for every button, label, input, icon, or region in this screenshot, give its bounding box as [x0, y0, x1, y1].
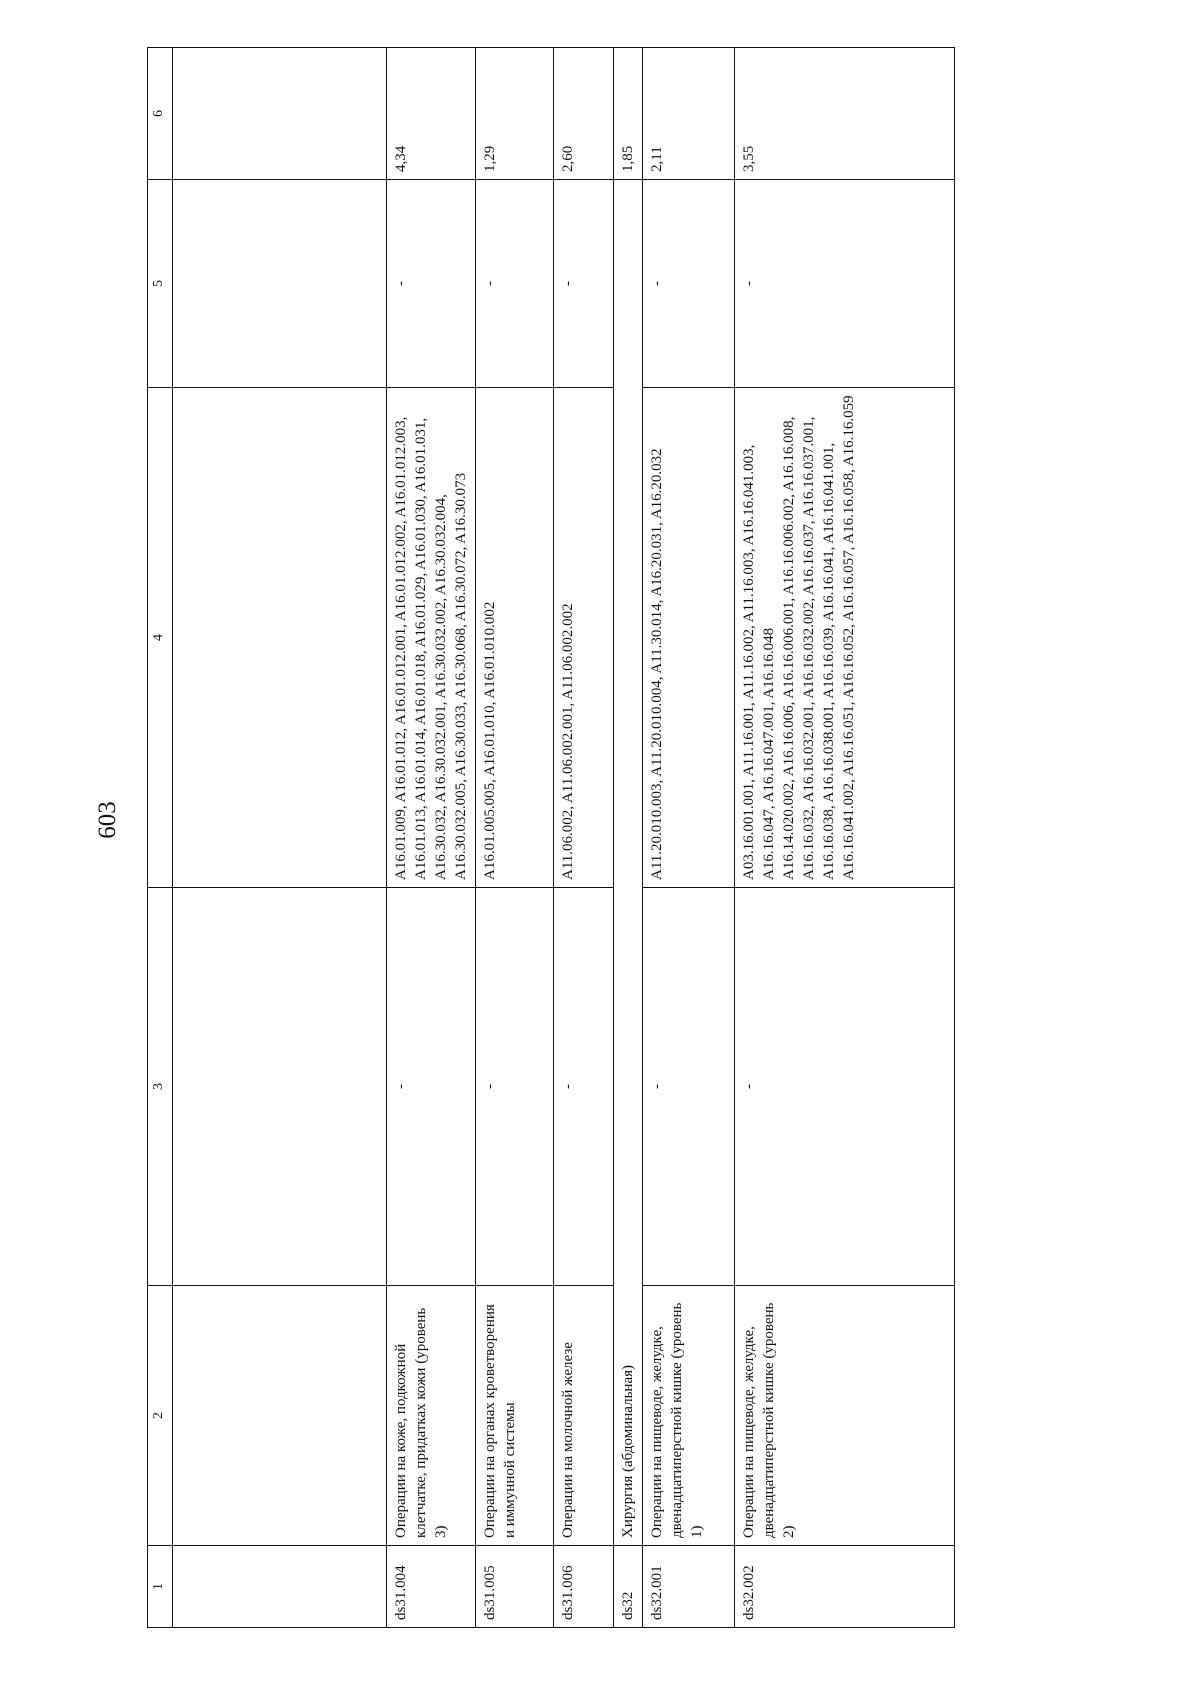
row-col5: -: [643, 180, 735, 388]
column-number-row: [148, 48, 173, 1628]
row-service-codes: [735, 388, 955, 888]
table-cell: [173, 388, 387, 888]
row-name: Операции на органах кроветворения и иммунной системы: [476, 1286, 554, 1546]
table-cell: [173, 1546, 387, 1628]
rotated-table-frame: [147, 48, 1077, 1628]
tariff-table: [147, 47, 955, 1628]
row-coefficient: 1,85: [614, 48, 643, 180]
table-cell: [173, 48, 387, 180]
column-number: 5: [148, 180, 173, 388]
row-col5: -: [476, 180, 554, 388]
row-col3: -: [387, 888, 476, 1286]
row-col3: -: [476, 888, 554, 1286]
row-coefficient: 4,34: [387, 48, 476, 180]
table-row: [387, 48, 476, 1628]
row-code: ds31.006: [554, 1546, 614, 1628]
table-row: [643, 48, 735, 1628]
row-code: ds32.001: [643, 1546, 735, 1628]
column-number: 3: [148, 888, 173, 1286]
page-number: 603: [94, 801, 121, 839]
service-codes-text: A03.16.001.001, A11.16.001, A11.16.002, A11.16.003, A16.16.041.003, A16.16.047, A16.16.047.001, A16.16.048: [741, 444, 777, 880]
row-code: ds31.004: [387, 1546, 476, 1628]
row-coefficient: 3,55: [735, 48, 955, 180]
row-col5: -: [735, 180, 955, 388]
row-name: Операции на пищеводе, желудке, двенадцатиперстной кишке (уровень 1): [643, 1286, 735, 1546]
service-codes-continuation: A16.14.020.002, A16.16.006, A16.16.006.001, A16.16.006.002, A16.16.008, A16.16.032, A16.16.032.001, A16.16.032.002, A16.16.037, A16.16.037.001, A16.16.038, A16.16.038.001, A16.16.039, A16.16.041, A16.16.041.001, A16.16.041.002, A16.16.051, A16.16.052, A16.16.057, A16.16.058, A16.16.059: [781, 395, 857, 880]
table-cell: [173, 1286, 387, 1546]
row-name: Операции на молочной железе: [554, 1286, 614, 1546]
table-container: [147, 48, 1077, 1628]
row-service-codes: A16.01.005.005, A16.01.010, A16.01.010.002: [476, 388, 554, 888]
row-service-codes: A11.06.002, A11.06.002.001, A11.06.002.002: [554, 388, 614, 888]
row-coefficient: 2,11: [643, 48, 735, 180]
column-number: 6: [148, 48, 173, 180]
row-col5: -: [387, 180, 476, 388]
table-body: [148, 48, 955, 1628]
column-number: 1: [148, 1546, 173, 1628]
row-code: ds32.002: [735, 1546, 955, 1628]
table-cell: [173, 888, 387, 1286]
column-number: 2: [148, 1286, 173, 1546]
row-col5: -: [554, 180, 614, 388]
section-row: [614, 48, 643, 1628]
row-service-codes: A11.20.010.003, A11.20.010.004, A11.30.014, A16.20.031, A16.20.032: [643, 388, 735, 888]
row-name: Операции на пищеводе, желудке, двенадцатиперстной кишке (уровень 2): [735, 1286, 955, 1546]
column-number: 4: [148, 388, 173, 888]
row-col3: -: [643, 888, 735, 1286]
row-coefficient: 2,60: [554, 48, 614, 180]
row-name: Хирургия (абдоминальная): [614, 180, 643, 1546]
continuation-row: [173, 48, 387, 1628]
row-col3: -: [554, 888, 614, 1286]
table-row: [554, 48, 614, 1628]
table-cell: [173, 180, 387, 388]
table-row: [735, 48, 955, 1628]
row-name: Операции на коже, подкожной клетчатке, придатках кожи (уровень 3): [387, 1286, 476, 1546]
row-col3: -: [735, 888, 955, 1286]
row-code: ds32: [614, 1546, 643, 1628]
row-code: ds31.005: [476, 1546, 554, 1628]
table-row: [476, 48, 554, 1628]
row-service-codes: A16.01.009, A16.01.012, A16.01.012.001, A16.01.012.002, A16.01.012.003, A16.01.013, A16.01.014, A16.01.018, A16.01.029, A16.01.030, A16.01.031, A16.30.032, A16.30.032.001, A16.30.032.002, A16.30.032.004, A16.30.032.005, A16.30.033, A16.30.068, A16.30.072, A16.30.073: [387, 388, 476, 888]
row-coefficient: 1,29: [476, 48, 554, 180]
